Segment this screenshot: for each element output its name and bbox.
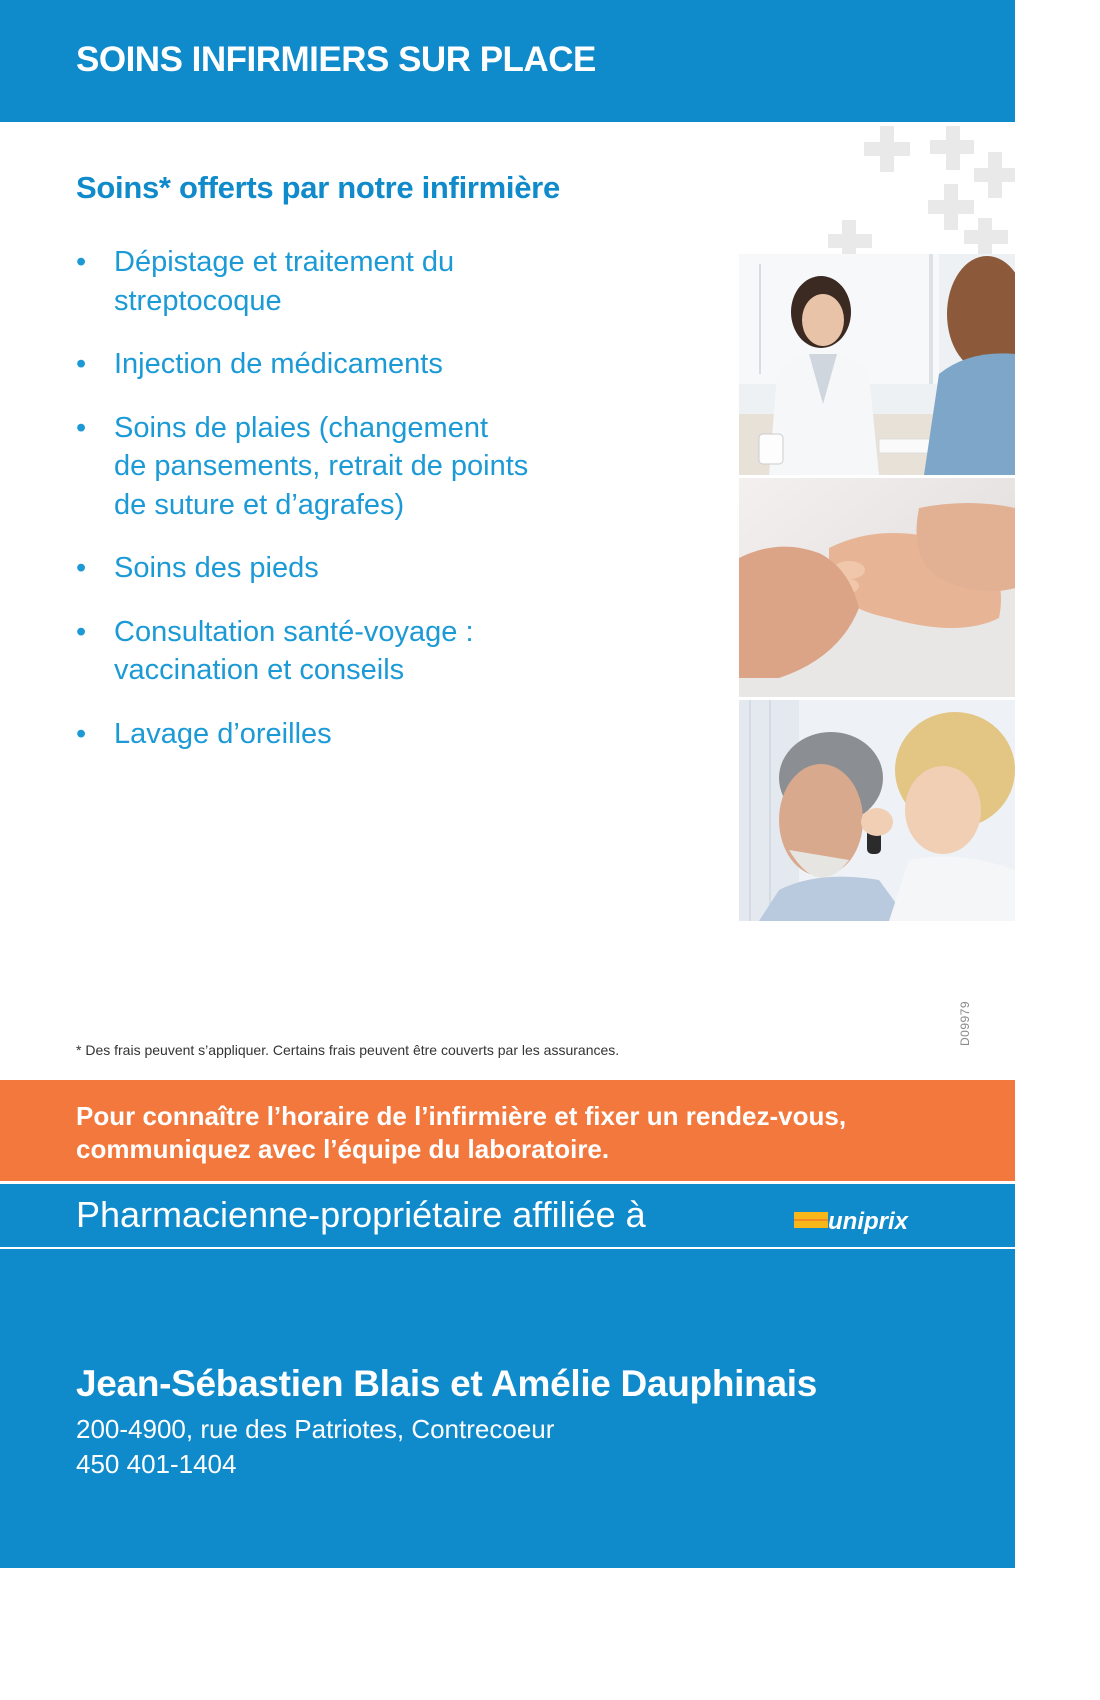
decorative-crosses-icon <box>828 122 1015 254</box>
logo-text: uniprix <box>828 1208 909 1235</box>
bullet-icon: • <box>76 411 87 444</box>
bullet-icon: • <box>76 552 87 584</box>
callout-text <box>76 1100 976 1166</box>
list-item-line: Injection de médicaments <box>114 348 443 380</box>
list-item-line: Lavage d’oreilles <box>114 717 332 750</box>
list-item-line: de suture et d’agrafes) <box>114 488 405 521</box>
divider <box>0 1247 1015 1249</box>
pharmacy-phone[interactable]: 450 401-1404 <box>76 1449 237 1479</box>
bullet-icon: • <box>76 348 87 380</box>
callout-line: Pour connaître l’horaire de l’infirmière et fixer un rendez-vous, <box>76 1101 847 1131</box>
bullet-icon: • <box>76 615 87 648</box>
bullet-icon: • <box>76 246 87 278</box>
list-item-line: Dépistage et traitement du <box>114 246 455 278</box>
list-item-line: Soins des pieds <box>114 552 319 584</box>
callout-line: communiquez avec l’équipe du laboratoire. <box>76 1134 610 1164</box>
list-item <box>76 243 706 320</box>
list-item-line: de pansements, retrait de points <box>114 450 529 482</box>
list-item-line: streptocoque <box>114 284 282 317</box>
services-heading: Soins* offerts par notre infirmière <box>76 170 560 205</box>
document-code: D09979 <box>958 1000 972 1046</box>
list-item-line: vaccination et conseils <box>114 654 405 686</box>
list-item <box>76 715 706 754</box>
nurse-consultation-photo <box>739 254 1015 475</box>
list-item <box>76 549 706 588</box>
list-item <box>76 409 706 525</box>
list-item-line: Soins de plaies (changement <box>114 411 489 444</box>
page-title: SOINS INFIRMIERS SUR PLACE <box>76 40 596 79</box>
bullet-icon: • <box>76 717 87 750</box>
pharmacy-address: 200-4900, rue des Patriotes, Contrecoeur <box>76 1414 555 1444</box>
ear-exam-photo <box>739 700 1015 921</box>
services-list <box>76 243 706 778</box>
list-item <box>76 613 706 690</box>
list-item-line: Consultation santé-voyage : <box>114 615 474 648</box>
affiliation-text: Pharmacienne-propriétaire affiliée à <box>76 1194 646 1235</box>
uniprix-logo <box>794 1204 938 1240</box>
foot-care-photo <box>739 478 1015 697</box>
list-item <box>76 345 706 384</box>
footnote: * Des frais peuvent s’appliquer. Certains frais peuvent être couverts par les assurances. <box>76 1042 620 1058</box>
pharmacy-owners: Jean-Sébastien Blais et Amélie Dauphinais <box>76 1363 817 1404</box>
